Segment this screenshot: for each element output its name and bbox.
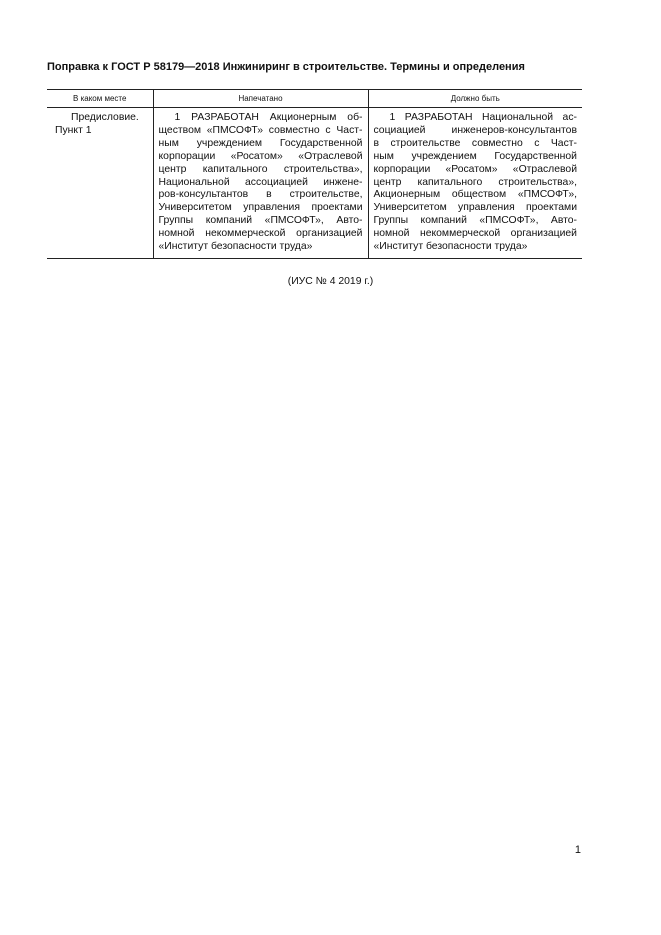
printed-line: Группы компаний «ПМСОФТ», Авто- <box>158 215 363 227</box>
place-line: Пункт 1 <box>55 124 92 136</box>
should-be-line: номной некоммерческой организацией <box>373 228 577 240</box>
printed-line: ществом «ПМСОФТ» совместно с Част- <box>158 124 363 136</box>
document-title: Поправка к ГОСТ Р 58179—2018 Инжиниринг в строительстве. Термины и определения <box>47 61 525 73</box>
should-be-line: Университетом управления проектами <box>373 202 577 214</box>
printed-line: номной некоммерческой организацией <box>158 228 363 240</box>
cell-should-be <box>368 108 582 259</box>
printed-line: ным учреждением Государственной <box>158 137 363 149</box>
cell-printed <box>153 108 368 259</box>
table-row <box>47 108 582 259</box>
should-be-line: 1 РАЗРАБОТАН Национальной ас- <box>389 112 577 123</box>
header-should-be: Должно быть <box>368 90 582 108</box>
issue-note-text: (ИУС № 4 2019 г.) <box>287 276 374 287</box>
correction-table <box>47 89 582 259</box>
printed-line: ров-консультантов в строительстве, <box>158 189 363 201</box>
should-be-line: корпорации «Росатом» «Отраслевой <box>373 163 577 175</box>
header-printed: Напечатано <box>153 90 368 108</box>
printed-line: корпорации «Росатом» «Отраслевой <box>158 150 363 162</box>
printed-line: центр капитального строительства», <box>158 163 363 175</box>
printed-line: 1 РАЗРАБОТАН Акционерным об- <box>174 112 363 123</box>
page-number: 1 <box>574 844 581 856</box>
printed-line: Национальной ассоциацией инжене- <box>158 176 363 188</box>
should-be-line: центр капитального строительства», <box>373 176 577 188</box>
should-be-line: в строительстве совместно с Част- <box>373 137 577 149</box>
table-header-row <box>47 90 582 108</box>
should-be-line: «Институт безопасности труда» <box>373 241 528 253</box>
cell-place <box>47 108 153 259</box>
should-be-line: социацией инженеров-консультантов <box>373 124 577 136</box>
should-be-line: Группы компаний «ПМСОФТ», Авто- <box>373 215 577 227</box>
place-line: Предисловие. <box>71 112 139 123</box>
issue-note <box>0 276 661 287</box>
printed-line: Университетом управления проектами <box>158 202 363 214</box>
should-be-line: Акционерным обществом «ПМСОФТ», <box>373 189 577 201</box>
printed-line: «Институт безопасности труда» <box>158 241 313 253</box>
should-be-line: ным учреждением Государственной <box>373 150 577 162</box>
header-place: В каком месте <box>47 90 153 108</box>
